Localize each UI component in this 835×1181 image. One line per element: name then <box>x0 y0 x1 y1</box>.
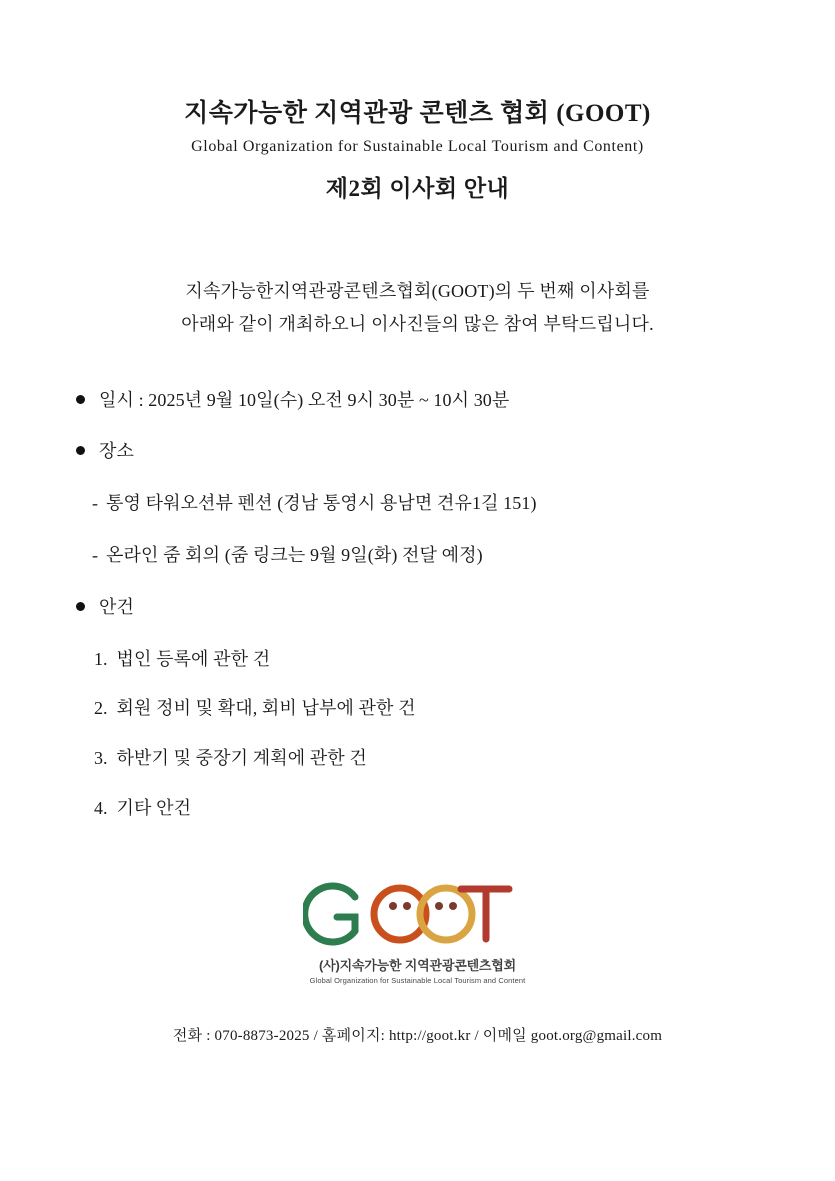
logo-wrap <box>303 875 533 985</box>
agenda-item <box>70 794 765 823</box>
agenda-item-text: 기타 안건 <box>116 798 192 819</box>
agenda-item <box>70 744 765 773</box>
bullet-dot-icon <box>76 395 85 404</box>
intro-line-1: 지속가능한지역관광콘텐츠협회(GOOT)의 두 번째 이사회를 <box>185 281 650 302</box>
agenda-item <box>70 645 765 674</box>
bullet-dot-icon <box>76 446 85 455</box>
agenda-item-text: 회원 정비 및 확대, 회비 납부에 관한 건 <box>116 698 416 719</box>
dash-marker: - <box>92 493 98 514</box>
place-option-1 <box>70 489 765 518</box>
contact-footer: 전화 : 070-8873-2025 / 홈페이지: http://goot.kr / 이메일 goot.org@gmail.com <box>172 1027 663 1044</box>
bullet-dot-icon <box>76 602 85 611</box>
page-title-english: Global Organization for Sustainable Local Tourism and Content) <box>191 138 644 156</box>
logo-caption-korean: (사)지속가능한 지역관광콘텐츠협회 <box>318 957 517 973</box>
place-label: 장소 <box>99 441 134 462</box>
agenda-item-number: 4. <box>94 798 108 819</box>
agenda-label: 안건 <box>99 596 134 617</box>
organization-logo <box>70 875 765 988</box>
agenda-item-text: 하반기 및 중장기 계획에 관한 건 <box>116 748 367 769</box>
document-header <box>70 0 765 203</box>
detail-place <box>70 437 765 466</box>
place-option-2 <box>70 541 765 570</box>
logo-caption-english: Global Organization for Sustainable Local Tourism and Content <box>309 975 526 985</box>
agenda-item-number: 1. <box>94 648 108 669</box>
meeting-details <box>70 386 765 823</box>
dash-marker: - <box>92 545 98 566</box>
place-option-2-text: 온라인 줌 회의 (줌 링크는 9월 9일(화) 전달 예정) <box>106 545 483 566</box>
detail-datetime <box>70 386 765 415</box>
agenda-item-number: 2. <box>94 698 108 719</box>
agenda-item <box>70 694 765 723</box>
agenda-item-text: 법인 등록에 관한 건 <box>116 648 271 669</box>
page-title: 지속가능한 지역관광 콘텐츠 협회 (GOOT) <box>184 100 651 127</box>
agenda-item-number: 3. <box>94 748 108 769</box>
intro-paragraph <box>70 275 765 342</box>
page-subtitle: 제2회 이사회 안내 <box>325 176 510 202</box>
datetime-text: 일시 : 2025년 9월 10일(수) 오전 9시 30분 ~ 10시 30분 <box>99 389 510 410</box>
intro-line-2: 아래와 같이 개최하오니 이사진들의 많은 참여 부탁드립니다. <box>181 314 654 335</box>
detail-agenda <box>70 593 765 622</box>
place-option-1-text: 통영 타워오션뷰 펜션 (경남 통영시 용남면 견유1길 151) <box>106 493 537 514</box>
goot-logo-icon <box>303 875 533 953</box>
